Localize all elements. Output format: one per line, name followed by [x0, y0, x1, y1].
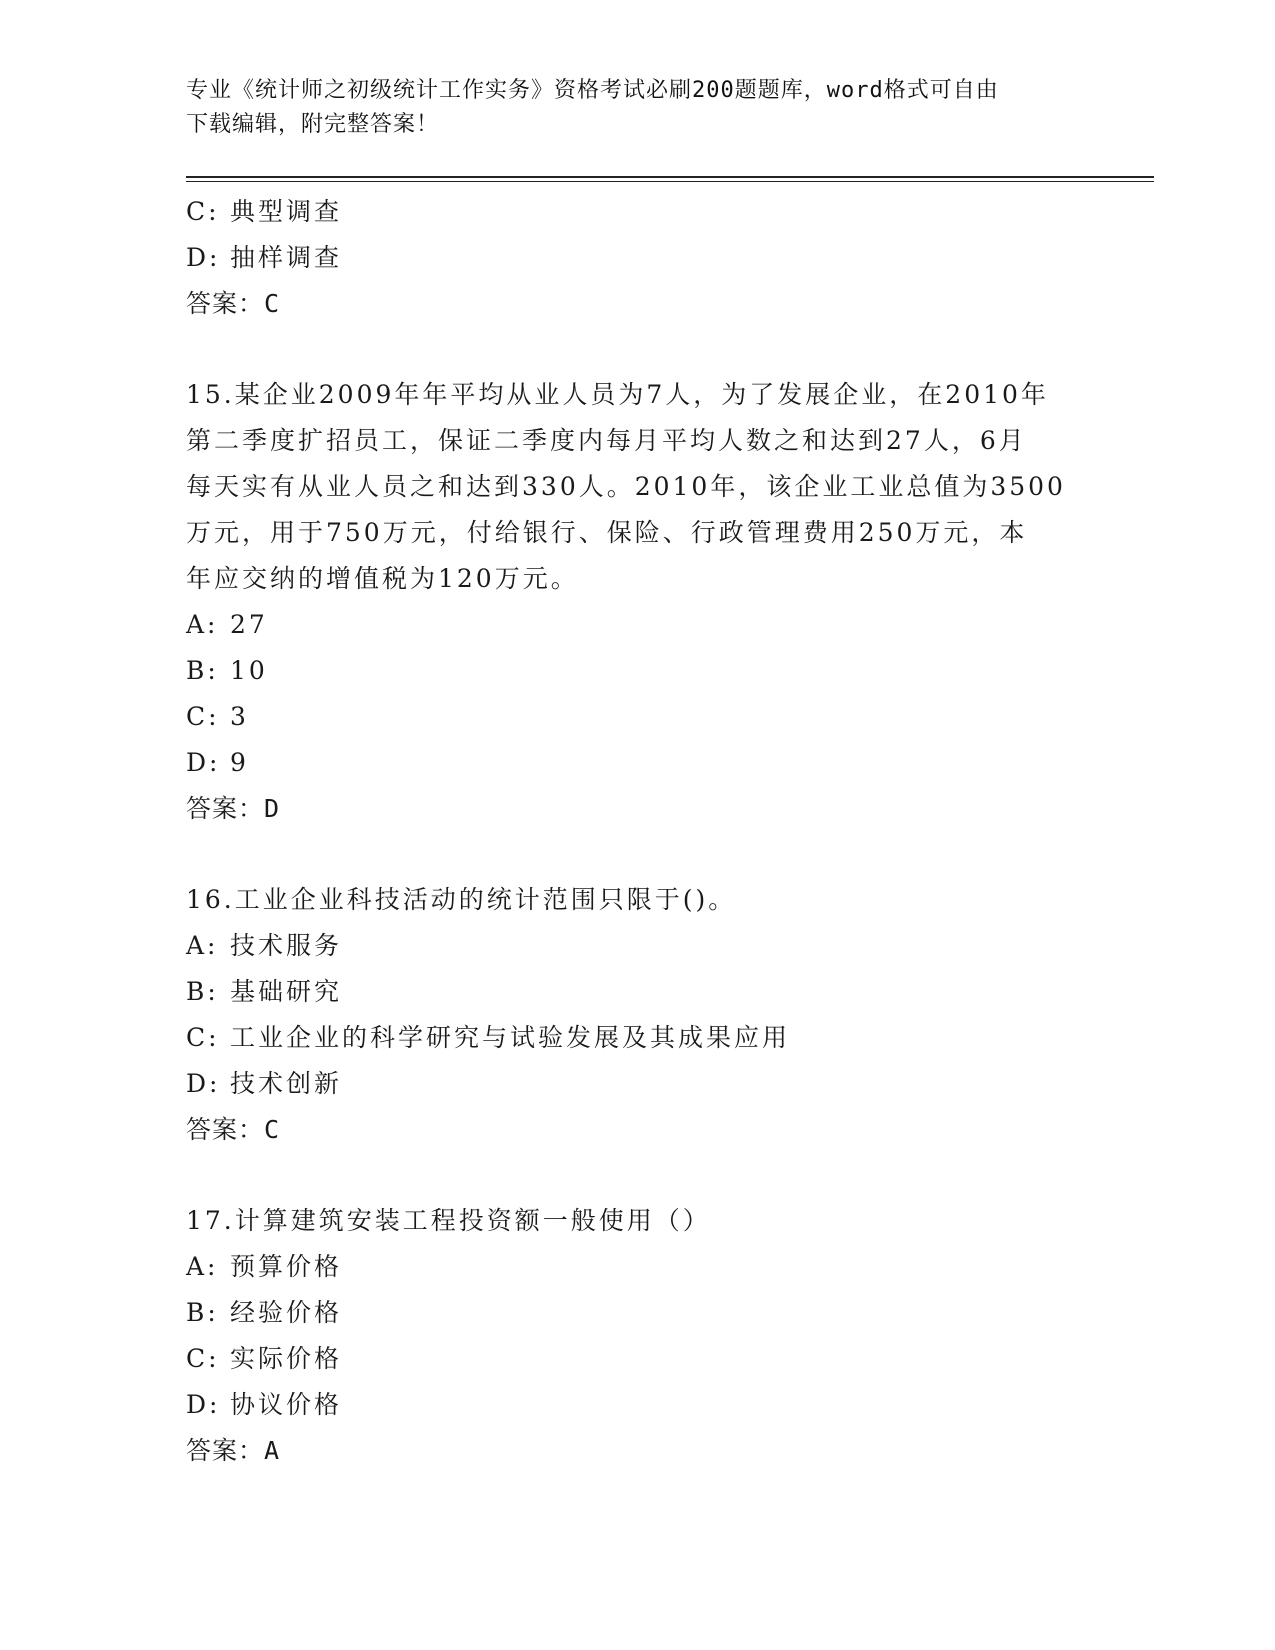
spacer — [186, 327, 1086, 372]
question-stem-line: 万元，用于750万元，付给银行、保险、行政管理费用250万元，本 — [186, 518, 1028, 547]
answer-line: 答案：C — [186, 1115, 281, 1144]
header-line-2: 下载编辑，附完整答案！ — [186, 112, 440, 137]
spacer — [186, 832, 1086, 877]
option-c: C: 实际价格 — [186, 1344, 343, 1373]
option-a: A: 技术服务 — [186, 931, 343, 960]
option-c: C: 工业企业的科学研究与试验发展及其成果应用 — [186, 1023, 791, 1052]
option-d: D: 技术创新 — [186, 1069, 343, 1098]
option-c: C: 3 — [186, 702, 249, 731]
option-a: A: 预算价格 — [186, 1252, 343, 1281]
document-header — [186, 74, 1066, 142]
header-rule-thin — [186, 181, 1154, 182]
question-content — [186, 189, 1086, 1474]
answer-line: 答案：A — [186, 1436, 281, 1465]
answer-line: 答案：D — [186, 794, 281, 823]
question-stem-line: 15.某企业2009年年平均从业人员为7人，为了发展企业，在2010年 — [186, 380, 1049, 409]
spacer — [186, 1153, 1086, 1198]
option-d: D: 抽样调查 — [186, 243, 343, 272]
option-d: D: 9 — [186, 748, 249, 777]
question-stem: 16.工业企业科技活动的统计范围只限于()。 — [186, 885, 737, 914]
question-stem-line: 第二季度扩招员工，保证二季度内每月平均人数之和达到27人，6月 — [186, 426, 1027, 455]
option-d: D: 协议价格 — [186, 1390, 343, 1419]
header-line-1: 专业《统计师之初级统计工作实务》资格考试必刷200题题库，word格式可自由 — [186, 78, 999, 103]
option-b: B: 10 — [186, 656, 268, 685]
answer-line: 答案：C — [186, 289, 281, 318]
question-15 — [186, 372, 1086, 832]
question-14-tail — [186, 189, 1086, 327]
question-stem-line: 年应交纳的增值税为120万元。 — [186, 564, 579, 593]
option-b: B: 经验价格 — [186, 1298, 343, 1327]
header-rule-thick — [186, 176, 1154, 178]
question-17 — [186, 1198, 1086, 1474]
option-a: A: 27 — [186, 610, 268, 639]
question-stem: 17.计算建筑安装工程投资额一般使用（） — [186, 1206, 711, 1235]
question-16 — [186, 877, 1086, 1153]
option-c: C: 典型调查 — [186, 197, 343, 226]
option-b: B: 基础研究 — [186, 977, 343, 1006]
question-stem-line: 每天实有从业人员之和达到330人。2010年，该企业工业总值为3500 — [186, 472, 1066, 501]
